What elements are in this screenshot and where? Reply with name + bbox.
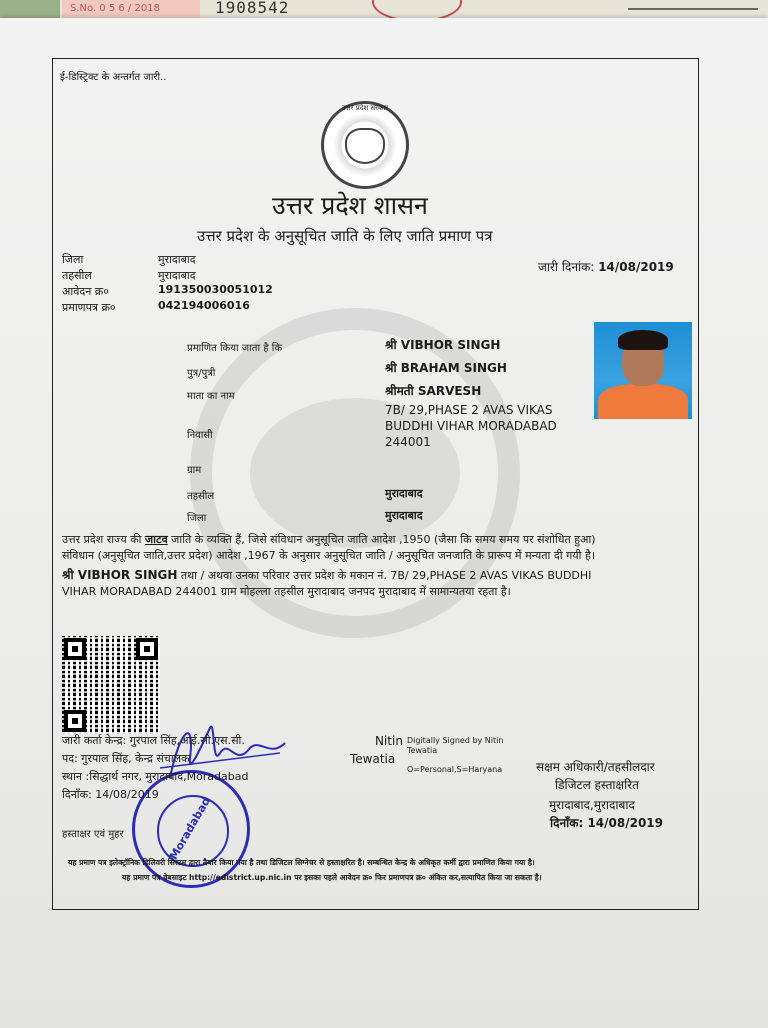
underlying-right-edge (628, 0, 758, 10)
father-name: श्री BRAHAM SINGH (385, 361, 507, 375)
photo-hair (618, 330, 668, 350)
qr-finder-bottom-left (64, 710, 86, 732)
document-subtitle: उत्तर प्रदेश के अनुसूचित जाति के लिए जाति प्रमाण पत्र (197, 227, 493, 245)
caste-name: जाटव (145, 533, 168, 546)
photo-shirt (598, 384, 688, 419)
authority-date: दिनाँक: 14/08/2019 (550, 816, 664, 830)
resident-label: निवासी (187, 430, 213, 441)
footer-line-1: यह प्रमाण पत्र इलेक्ट्रॉनिक डिलिवरी सिस्टम द्वारा तैयार किया गया है तथा डिजिटल सिग्नेचर से हस्ताक्षरित है। सम्बन्धित केन्द्र के अधिकृत कर्मी द्वारा प्रमाणित किया गया है। (68, 858, 535, 867)
address-line-3: 244001 (385, 435, 431, 449)
body-line-1-start: उत्तर प्रदेश राज्य की (62, 533, 146, 546)
detail-tehsil-label: तहसील (187, 491, 215, 502)
body-line-3-rest: तथा / अथवा उनका परिवार उत्तर प्रदेश के मकान नं. 7B/ 29,PHASE 2 AVAS VIKAS BUDDHI (177, 569, 592, 582)
application-label: आवेदन क्र० (62, 285, 109, 298)
issue-date (538, 258, 674, 275)
tehsil-label: तहसील (62, 269, 92, 282)
issuer-place: स्थान :सिद्धार्थ नगर, मुरादाबाद,Moradabad (62, 770, 249, 783)
body-line-4: VIHAR MORADABAD 244001 ग्राम मोहल्ला तहसील मुरादाबाद जनपद मुरादाबाद में सामान्यतया रहता है। (62, 585, 511, 598)
qr-finder-top-left (64, 638, 86, 660)
underlying-number: 1908542 (215, 0, 290, 17)
qr-code-icon (62, 636, 160, 734)
digitally-signed-line-1: Digitally Signed by Nitin (407, 736, 504, 745)
emblem-bow-icon (345, 128, 385, 164)
certified-label: प्रमाणित किया जाता है कि (187, 343, 283, 354)
signer-organization: O=Personal,S=Haryana (407, 765, 503, 774)
issue-date-value: 14/08/2019 (598, 260, 674, 274)
body-line-3 (62, 566, 591, 583)
authority-place: मुरादाबाद,मुरादाबाद (549, 798, 635, 812)
certificate-number: 042194006016 (158, 299, 250, 312)
address-line-2: BUDDHI VIHAR MORADABAD (385, 419, 557, 433)
mother-label: माता का नाम (187, 391, 235, 402)
district-value: मुरादाबाद (158, 253, 196, 266)
issue-date-label: जारी दिनांक: (538, 260, 595, 274)
footer-line-2: यह प्रमाण पत्र वेबसाइट http://edistrict.up.nic.in पर इसका पहले आवेदन क्र० फिर प्रमाणपत्र क्र० अंकित कर,सत्यापित किया जा सकता है। (122, 873, 542, 882)
village-label: ग्राम (187, 465, 202, 476)
authority-title: सक्षम अधिकारी/तहसीलदार (536, 760, 655, 774)
applicant-photo (594, 322, 692, 419)
underlying-serial-field: S.No. 0 5 6 / 2018 (62, 0, 200, 20)
issuer-post: पद: गुरपाल सिंह, केन्द्र संचालक (62, 752, 190, 765)
document-title: उत्तर प्रदेश शासन (272, 191, 428, 220)
certificate-sheet (0, 18, 768, 1028)
son-label: पुत्र/पुत्री (187, 368, 216, 379)
sign-and-seal-label: हस्ताक्षर एवं मुहर (62, 829, 124, 840)
signer-name-line-2: Tewatia (350, 752, 396, 766)
tehsil-value: मुरादाबाद (158, 269, 196, 282)
digitally-signed-line-2: Tewatia (407, 746, 438, 755)
detail-tehsil-value: मुरादाबाद (385, 487, 423, 500)
body-line-1 (62, 532, 596, 547)
qr-finder-top-right (136, 638, 158, 660)
detail-district-value: मुरादाबाद (385, 509, 423, 522)
body-line-3-name: श्री VIBHOR SINGH (62, 568, 178, 582)
application-number: 191350030051012 (158, 283, 273, 296)
issuer-centre: जारी कर्ता केन्द्र: गुरपाल सिंह,आई.सी.एस.सी. (62, 734, 245, 747)
certified-name: श्री VIBHOR SINGH (385, 338, 501, 352)
certificate-label: प्रमाणपत्र क्र० (62, 301, 116, 314)
edistrict-note: ई-डिस्ट्रिक्ट के अन्तर्गत जारी.. (60, 72, 167, 83)
body-line-2: संविधान (अनुसूचित जाति,उत्तर प्रदेश) आदेश ,1967 के अनुसार अनुसूचित जाति / अनुसूचित जनजाति के प्रारूप में मन्यता दी गयी है। (62, 549, 596, 562)
body-line-1-end: जाति के व्यक्ति हैं, जिसे संविधान अनुसूचित जाति आदेश ,1950 (जैसा कि समय समय पर संशोधित हुआ) (167, 533, 596, 546)
issuer-date: दिनाँक: 14/08/2019 (62, 788, 159, 801)
detail-district-label: जिला (187, 513, 207, 524)
emblem-text: उत्तर प्रदेश सरकार (341, 104, 389, 112)
stamp-text: Moradabad (166, 795, 214, 862)
district-label: जिला (62, 253, 84, 266)
mother-name: श्रीमती SARVESH (385, 384, 482, 398)
signer-name-line-1: Nitin (375, 734, 403, 748)
address-line-1: 7B/ 29,PHASE 2 AVAS VIKAS (385, 403, 553, 417)
authority-subtitle: डिजिटल हस्ताक्षरित (555, 778, 639, 792)
